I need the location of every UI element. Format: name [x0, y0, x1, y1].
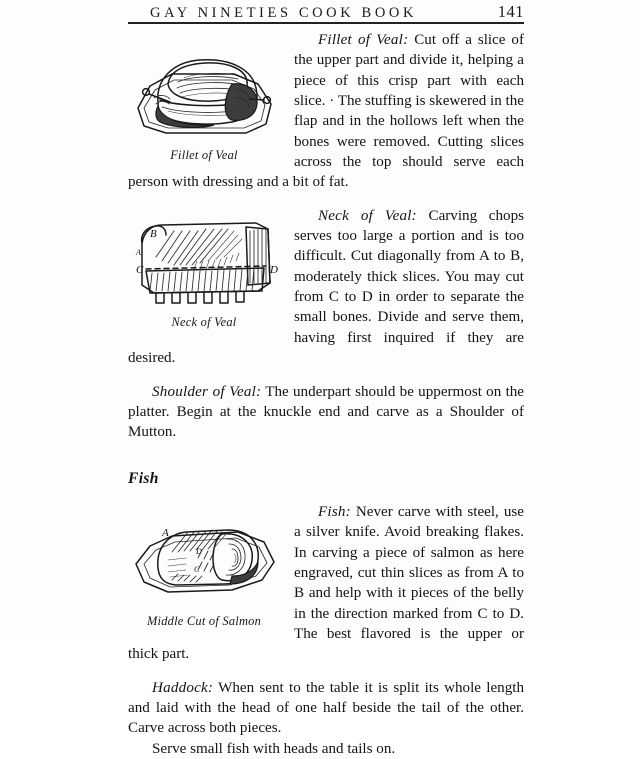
runin-heading-fish: Fish: — [318, 503, 351, 520]
middle-cut-of-salmon-engraving — [128, 506, 280, 610]
runin-heading-haddock: Haddock: — [152, 679, 214, 696]
paragraph-text: When sent to the table it is split its whole length and laid with the head of one half beside the tail of the other. Carve across both pieces. — [128, 679, 524, 737]
paragraph-gap — [128, 369, 524, 382]
page-body — [128, 30, 524, 759]
paragraph-gap — [128, 456, 524, 469]
marker-d: D — [196, 546, 202, 556]
paragraph-haddock — [128, 678, 524, 739]
neck-of-veal-engraving — [128, 213, 280, 311]
marker-d: D — [270, 263, 278, 276]
marker-a: A — [162, 526, 169, 539]
paragraph-shoulder-of-veal — [128, 382, 524, 443]
paragraph-gap — [128, 665, 524, 678]
paragraph-gap — [128, 443, 524, 456]
rolled-veal-fillet-on-platter-engraving — [128, 32, 280, 144]
runin-heading-neck-of-veal: Neck of Veal: — [318, 207, 417, 224]
figure-fillet-of-veal — [128, 32, 280, 165]
runin-heading-shoulder-of-veal: Shoulder of Veal: — [152, 383, 262, 400]
running-header — [128, 2, 524, 22]
figure-caption: Fillet of Veal — [170, 148, 238, 162]
section-heading-fish: Fish — [128, 469, 159, 487]
figure-caption: Neck of Veal — [171, 314, 237, 329]
paragraph-text: The underpart should be uppermost on the platter. Begin at the knuckle end and carve as a Shoulder of Mutton. — [128, 383, 525, 441]
paragraph-gap — [128, 489, 524, 502]
paragraph-gap — [128, 193, 524, 206]
paragraph-text: Carving chops serves too large a portion and is too difficult. Cut diagonally from A to B, moderately thick slices. You may cut from C to D in order to separate the small bones. Divide and serve them, having first inquired if they are desired. — [128, 207, 524, 367]
marker-c: C — [136, 263, 144, 276]
page-number: 141 — [497, 2, 524, 21]
marker-b: B — [150, 227, 157, 240]
book-title: GAY NINETIES COOK BOOK — [150, 5, 418, 21]
figure-neck-of-veal — [128, 213, 280, 332]
runin-heading-fillet-of-veal: Fillet of Veal: — [318, 32, 409, 48]
figure-caption: Middle Cut of Salmon — [146, 613, 262, 628]
paragraph-text: Never carve with steel, use a silver knife. Avoid breaking flakes. In carving a piece of salmon as here engraved, cut thin slices as from A to B and help with it pieces of the belly in the direction marked from C to D. The best flavored is the upper or thick part. — [128, 503, 524, 663]
figure-middle-cut-of-salmon — [128, 506, 280, 631]
paragraph-closing-line: Serve small fish with heads and tails on. — [152, 740, 396, 757]
marker-a: A — [136, 247, 141, 257]
paragraph-text: Cut off a slice of the upper part and divide it, helping a piece of this crisp part with each slice. · The stuffing is skewered in the flap and in the hollows left when the bones were removed. Cutting slices across the top should serve each person with dressing and a bit of fat. — [128, 32, 524, 191]
header-rule — [128, 22, 524, 24]
marker-c: C — [194, 564, 200, 574]
